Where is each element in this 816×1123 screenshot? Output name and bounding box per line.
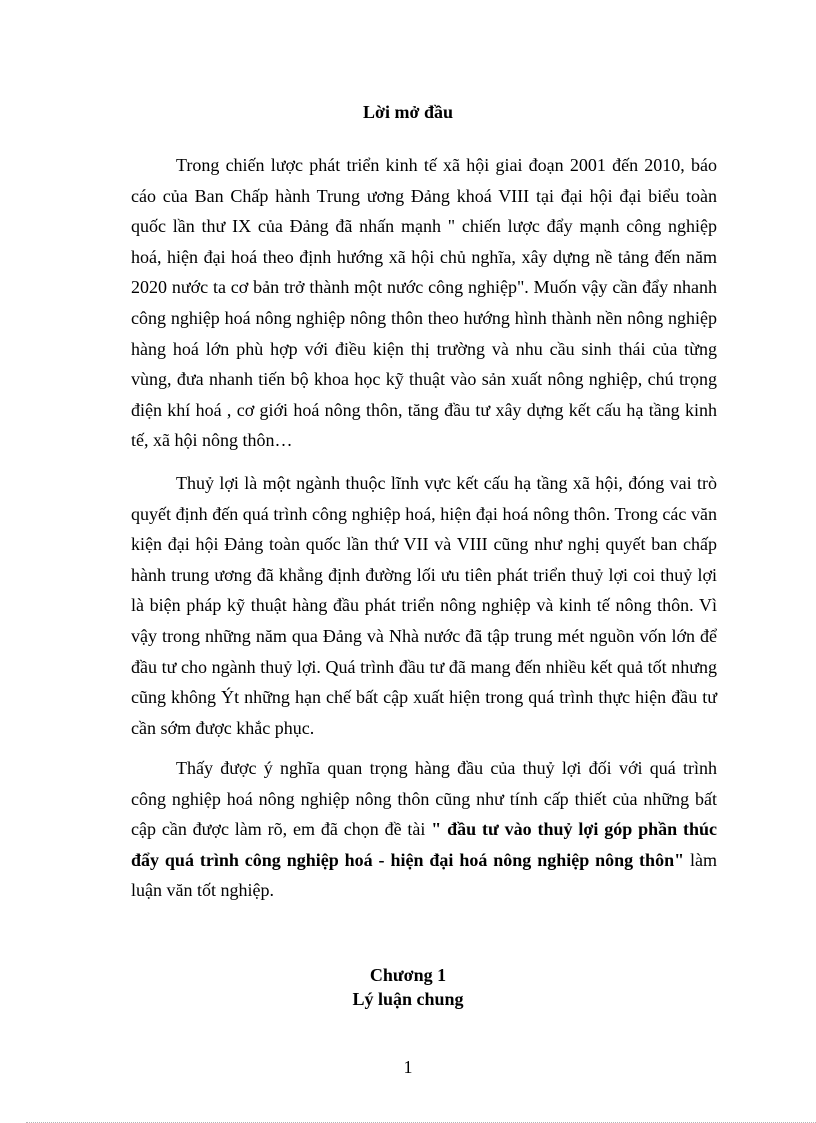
paragraph-1: Trong chiến lược phát triển kinh tế xã hội giai đoạn 2001 đến 2010, báo cáo của Ban Chấp hành Trung ương Đảng khoá VIII tại đại hội đại biểu toàn quốc lần thư IX của Đảng đã nhấn mạnh " chiến lược đẩy mạnh công nghiệp hoá, hiện đại hoá theo định hướng xã hội chủ nghĩa, xây dựng nề tảng đến năm 2020 nước ta cơ bản trở thành một nước công nghiệp". Muốn vậy cần đẩy nhanh công nghiệp hoá nông nghiệp nông thôn theo hướng hình thành nền nông nghiệp hàng hoá lớn phù hợp với điều kiện thị trường và nhu cầu sinh thái của từng vùng, đưa nhanh tiến bộ khoa học kỹ thuật vào sản xuất nông nghiệp, chú trọng điện khí hoá , cơ giới hoá nông thôn, tăng đầu tư xây dựng kết cấu hạ tầng kinh tế, xã hội nông thôn… xyxy=(131,155,717,451)
paragraph-2: Thuỷ lợi là một ngành thuộc lĩnh vực kết cấu hạ tầng xã hội, đóng vai trò quyết định đến quá trình công nghiệp hoá, hiện đại hoá nông thôn. Trong các văn kiện đại hội Đảng toàn quốc lần thứ VII và VIII cũng như nghị quyết ban chấp hành trung ương đã khẳng định đường lối ưu tiên phát triển thuỷ lợi coi thuỷ lợi là biện pháp kỹ thuật hàng đầu phát triển nông nghiệp và kinh tế nông thôn. Vì vậy trong những năm qua Đảng và Nhà nước đã tập trung mét nguồn vốn lớn để đầu tư cho ngành thuỷ lợi. Quá trình đầu tư đã mang đến nhiều kết quả tốt nhưng cũng không Ýt những hạn chế bất cập xuất hiện trong quá trình thực hiện đầu tư cần sớm được khắc phục. xyxy=(131,473,717,738)
document-title: Lời mở đầu xyxy=(363,102,453,122)
thesis-topic: " đầu tư vào thuỷ lợi góp phần thúc đẩy quá trình công nghiệp hoá - hiện đại hoá nông nghiệp nông thôn" xyxy=(131,819,718,870)
chapter-number: Chương 1 xyxy=(369,965,447,985)
paragraph-3-text: Thấy được ý nghĩa quan trọng hàng đầu của thuỷ lợi đối với quá trình công nghiệp hoá nông nghiệp nông thôn cũng như tính cấp thiết của những bất cập cần được làm rõ, em đã chọn đề tài xyxy=(131,758,717,840)
chapter-title: Lý luận chung xyxy=(352,989,464,1009)
paragraph-3-ending: làm luận văn tốt nghiệp. xyxy=(131,849,717,901)
page-number: 1 xyxy=(403,1057,413,1077)
chapter-heading xyxy=(0,963,816,1011)
paragraph-3 xyxy=(131,753,717,906)
